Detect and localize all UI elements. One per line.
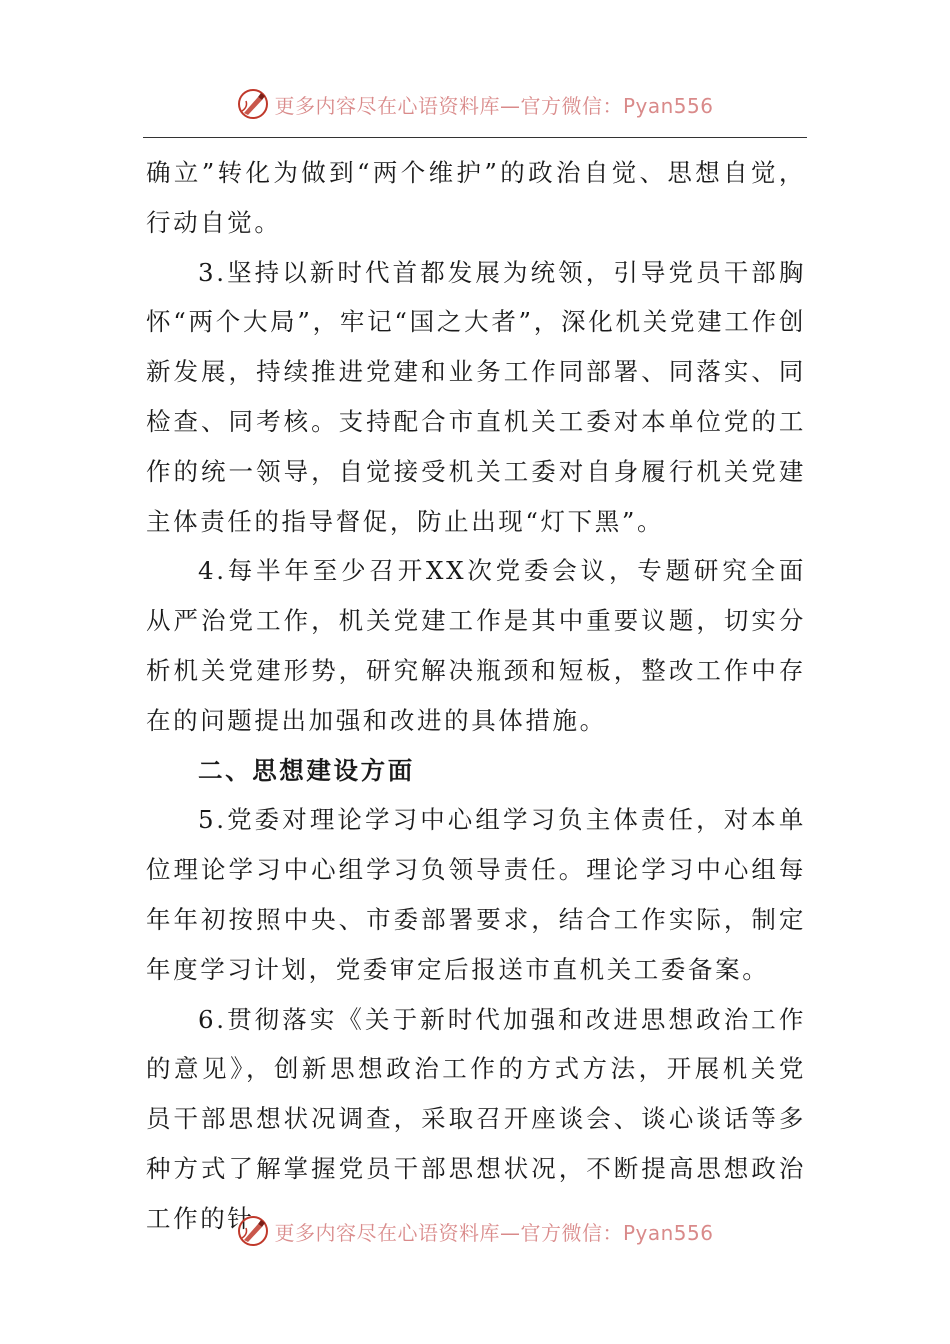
paragraph-item-3: 3.坚持以新时代首都发展为统领，引导党员干部胸怀“两个大局”，牢记“国之大者”，深化机关党建工作创新发展，持续推进党建和业务工作同部署、同落实、同检查、同考核。支持配合市直机关工委对本单位党的工作的统一领导，自觉接受机关工委对自身履行机关党建主体责任的指导督促，防止出现“灯下黑”。 xyxy=(146,257,806,536)
watermark-header xyxy=(0,84,950,124)
document-body xyxy=(146,148,806,1244)
watermark-text: 更多内容尽在心语资料库—官方微信：Pyan556 xyxy=(274,1220,714,1245)
paragraph-item-5: 5.党委对理论学习中心组学习负主体责任，对本单位理论学习中心组学习负领导责任。理论学习中心组每年年初按照中央、市委部署要求，结合工作实际，制定年度学习计划，党委审定后报送市直机关工委备案。 xyxy=(146,805,806,984)
paragraph-item-6: 6.贯彻落实《关于新时代加强和改进思想政治工作的意见》，创新思想政治工作的方式方法，开展机关党员干部思想状况调查，采取召开座谈会、谈心谈话等多种方式了解掌握党员干部思想状况，不断提高思想政治工作的针 xyxy=(146,1004,806,1233)
pen-logo-icon xyxy=(236,1214,270,1248)
header-rule xyxy=(143,137,807,138)
pen-logo-icon xyxy=(236,87,270,121)
watermark-footer xyxy=(0,1211,950,1251)
paragraph-item-4: 4.每半年至少召开XX次党委会议，专题研究全面从严治党工作，机关党建工作是其中重要议题，切实分析机关党建形势，研究解决瓶颈和短板，整改工作中存在的问题提出加强和改进的具体措施。 xyxy=(146,556,806,735)
watermark-text: 更多内容尽在心语资料库—官方微信：Pyan556 xyxy=(274,93,714,118)
paragraph-continued: 确立”转化为做到“两个维护”的政治自觉、思想自觉，行动自觉。 xyxy=(146,158,806,237)
section-heading: 二、思想建设方面 xyxy=(198,755,415,785)
